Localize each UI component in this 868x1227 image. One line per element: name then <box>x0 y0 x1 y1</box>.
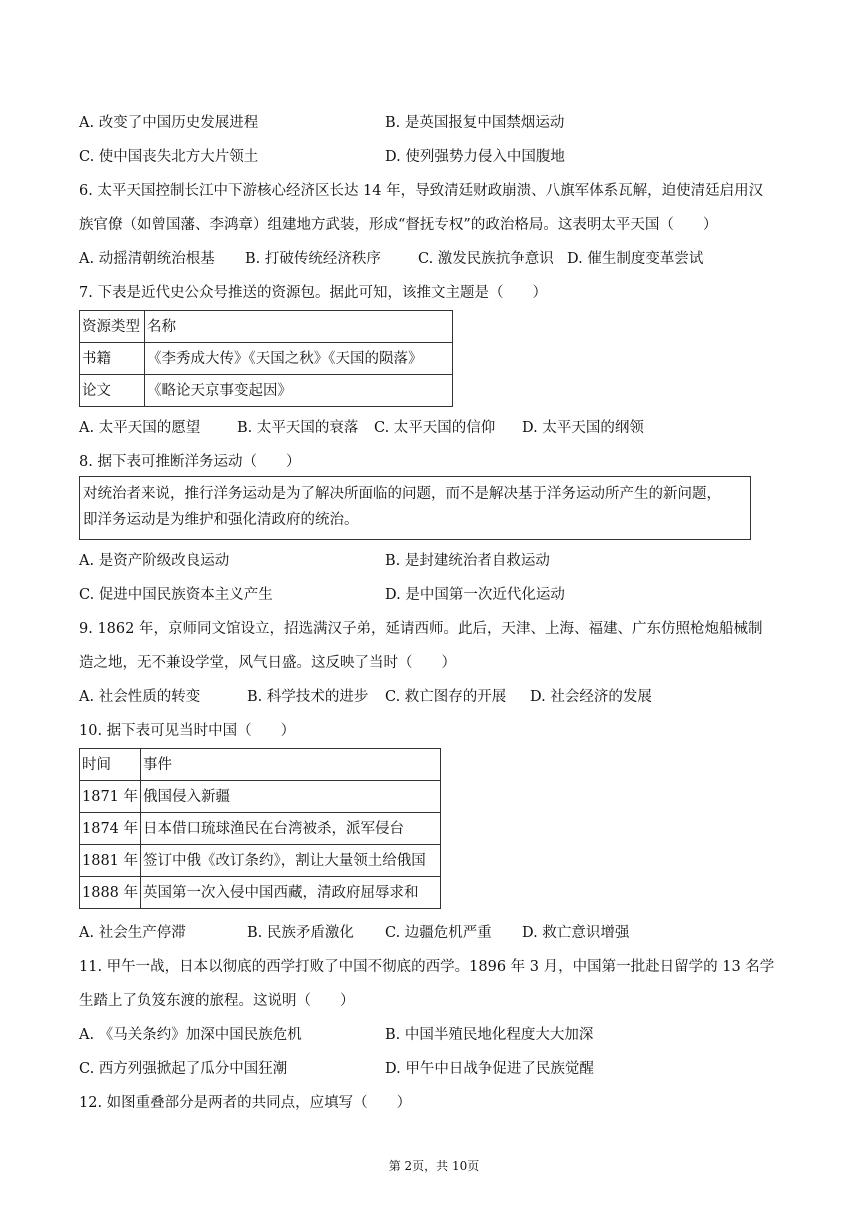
q7-stem: 7. 下表是近代史公众号推送的资源包。据此可知，该推文主题是（ ） <box>79 285 547 301</box>
q6-option-a: A. 动摇清朝统治根基 <box>79 251 215 267</box>
table-cell: 1874 年 <box>80 813 141 845</box>
q8-quote-line1: 对统治者来说，推行洋务运动是为了解决所面临的问题，而不是解决基于洋务运动所产生的新问题， <box>83 486 721 502</box>
q10-option-d: D. 救亡意识增强 <box>522 925 630 941</box>
q7-option-a: A. 太平天国的愿望 <box>79 420 201 436</box>
q10-stem: 10. 据下表可见当时中国（ ） <box>79 723 296 739</box>
q11-stem-line1: 11. 甲午一战，日本以彻底的西学打败了中国不彻底的西学。1896 年 3 月，中国第一批赴日留学的 13 名学 <box>79 959 775 975</box>
table-cell: 《略论天京事变起因》 <box>145 375 453 407</box>
table-row <box>80 749 441 781</box>
table-cell: 签订中俄《改订条约》，割让大量领土给俄国 <box>141 845 441 877</box>
q8-quote-line2: 即洋务运动是为维护和强化清政府的统治。 <box>83 512 359 528</box>
q7-option-b: B. 太平天国的衰落 <box>237 420 359 436</box>
q11-stem-line2: 生踏上了负笈东渡的旅程。这说明（ ） <box>79 993 355 1009</box>
q11-option-a: A. 《马关条约》加深中国民族危机 <box>79 1027 302 1043</box>
table-cell: 资源类型 <box>80 311 145 343</box>
q6-stem-line2: 族官僚（如曾国藩、李鸿章）组建地方武装，形成“督抚专权”的政治格局。这表明太平天国（ ） <box>79 217 718 233</box>
q10-option-a: A. 社会生产停滞 <box>79 925 186 941</box>
table-row <box>80 877 441 909</box>
table-cell: 《李秀成大传》《天国之秋》《天国的陨落》 <box>145 343 453 375</box>
table-cell: 事件 <box>141 749 441 781</box>
q8-option-c: C. 促进中国民族资本主义产生 <box>79 587 273 603</box>
table-cell: 论文 <box>80 375 145 407</box>
page-footer: 第 2页，共 10页 <box>388 1159 480 1173</box>
q11-option-d: D. 甲午中日战争促进了民族觉醒 <box>385 1061 594 1077</box>
q7-option-c: C. 太平天国的信仰 <box>374 420 496 436</box>
q11-option-b: B. 中国半殖民地化程度大大加深 <box>385 1027 594 1043</box>
q8-option-b: B. 是封建统治者自救运动 <box>385 553 550 569</box>
q7-option-d: D. 太平天国的纲领 <box>522 420 644 436</box>
table-cell: 名称 <box>145 311 453 343</box>
q9-option-a: A. 社会性质的转变 <box>79 689 201 705</box>
table-row <box>80 813 441 845</box>
q9-option-b: B. 科学技术的进步 <box>247 689 369 705</box>
q5-option-c: C. 使中国丧失北方大片领土 <box>79 149 259 165</box>
q12-stem: 12. 如图重叠部分是两者的共同点，应填写（ ） <box>79 1095 412 1111</box>
q7-resource-table <box>79 310 453 407</box>
q5-option-a: A. 改变了中国历史发展进程 <box>79 115 259 131</box>
table-cell: 时间 <box>80 749 141 781</box>
q9-option-d: D. 社会经济的发展 <box>530 689 652 705</box>
table-cell: 1888 年 <box>80 877 141 909</box>
table-row <box>80 845 441 877</box>
table-cell: 1871 年 <box>80 781 141 813</box>
q8-option-d: D. 是中国第一次近代化运动 <box>385 587 565 603</box>
q6-option-c: C. 激发民族抗争意识 <box>418 251 554 267</box>
q9-stem-line1: 9. 1862 年，京师同文馆设立，招选满汉子弟，延请西师。此后，天津、上海、福建、广东仿照枪炮船械制 <box>79 621 763 637</box>
table-cell: 书籍 <box>80 343 145 375</box>
table-row <box>80 311 453 343</box>
table-row <box>80 375 453 407</box>
table-row <box>80 343 453 375</box>
table-cell: 俄国侵入新疆 <box>141 781 441 813</box>
q6-stem-line1: 6. 太平天国控制长江中下游核心经济区长达 14 年，导致清廷财政崩溃、八旗军体系瓦解，迫使清廷启用汉 <box>79 183 764 199</box>
q5-option-d: D. 使列强势力侵入中国腹地 <box>385 149 565 165</box>
q6-option-b: B. 打破传统经济秩序 <box>245 251 381 267</box>
table-cell: 英国第一次入侵中国西藏，清政府屈辱求和 <box>141 877 441 909</box>
table-row <box>80 781 441 813</box>
q9-stem-line2: 造之地，无不兼设学堂，风气日盛。这反映了当时（ ） <box>79 655 456 671</box>
q8-stem: 8. 据下表可推断洋务运动（ ） <box>79 454 301 470</box>
q8-option-a: A. 是资产阶级改良运动 <box>79 553 230 569</box>
q8-quote-box <box>79 476 751 540</box>
q9-option-c: C. 救亡图存的开展 <box>385 689 507 705</box>
q6-option-d: D. 催生制度变革尝试 <box>567 251 704 267</box>
table-cell: 1881 年 <box>80 845 141 877</box>
table-cell: 日本借口琉球渔民在台湾被杀，派军侵台 <box>141 813 441 845</box>
q10-option-c: C. 边疆危机严重 <box>385 925 492 941</box>
q5-option-b: B. 是英国报复中国禁烟运动 <box>385 115 565 131</box>
q10-option-b: B. 民族矛盾激化 <box>247 925 354 941</box>
q10-events-table <box>79 748 441 909</box>
q11-option-c: C. 西方列强掀起了瓜分中国狂潮 <box>79 1061 288 1077</box>
